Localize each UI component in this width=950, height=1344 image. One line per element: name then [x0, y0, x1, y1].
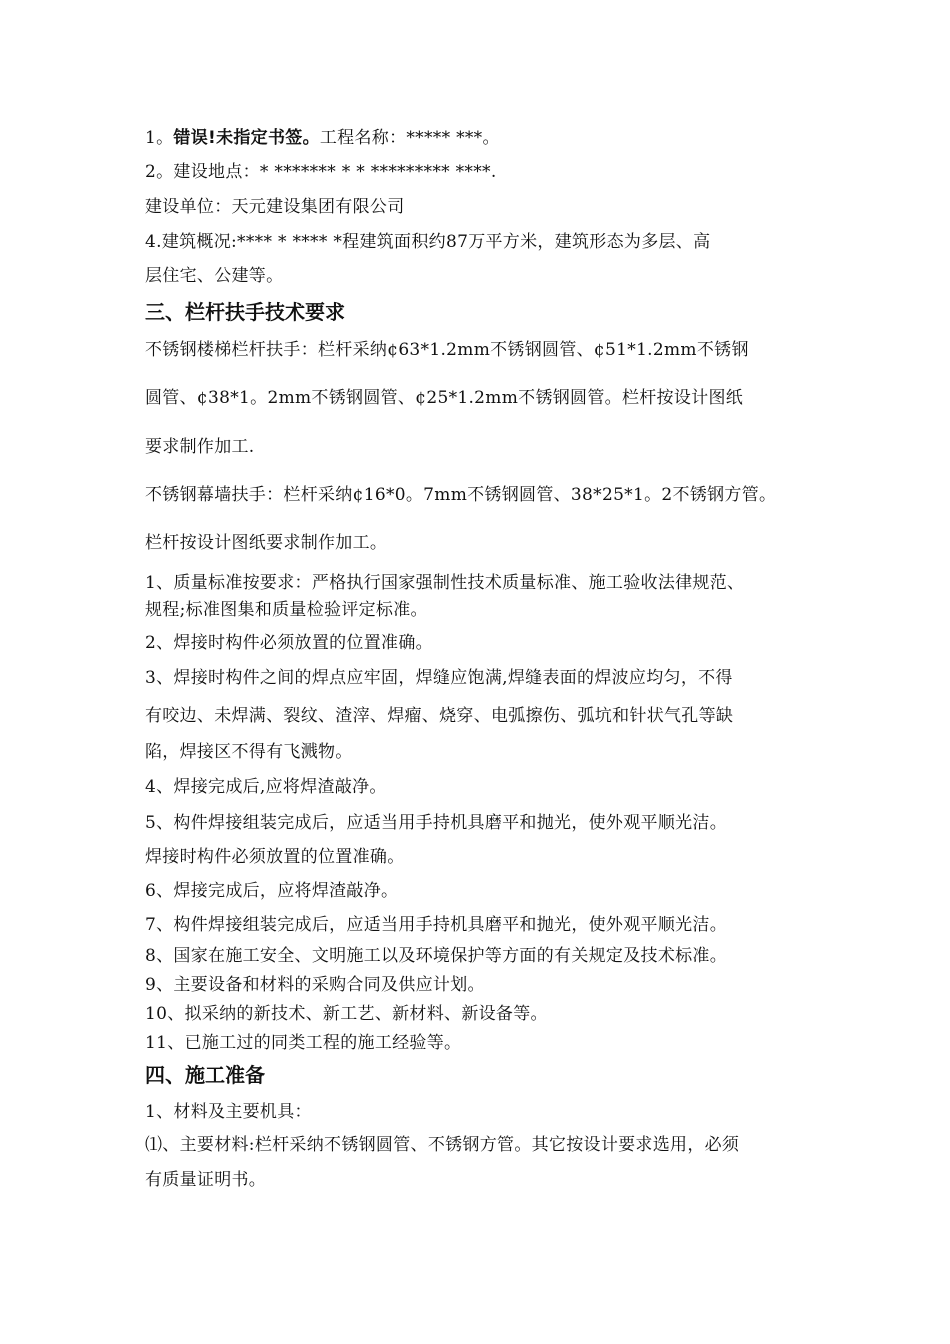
- req-item-1b: 规程;标准图集和质量检验评定标准。: [145, 600, 428, 620]
- overview-line-2: 层住宅、公建等。: [145, 266, 284, 286]
- build-location-line: 2。建设地点：* ******* * * ********* ****.: [145, 162, 497, 182]
- req-item-9: 9、主要设备和材料的采购合同及供应计划。: [145, 975, 485, 995]
- prep-item-1-1b: 有质量证明书。: [145, 1170, 267, 1190]
- curtain-railing-para-1: 不锈钢幕墙扶手：栏杆采纳¢16*0。7mm不锈钢圆管、38*25*1。2不锈钢方管。: [145, 485, 777, 505]
- req-item-5: 5、构件焊接组装完成后，应适当用手持机具磨平和抛光，使外观平顺光洁。: [145, 813, 728, 833]
- overview-line-1: 4.建筑概况:**** * **** *程建筑面积约87万平方米，建筑形态为多层、高: [145, 232, 711, 252]
- build-unit-line: 建设单位：天元建设集团有限公司: [145, 197, 405, 217]
- req-item-10: 10、拟采纳的新技术、新工艺、新材料、新设备等。: [145, 1004, 548, 1024]
- curtain-railing-para-2: 栏杆按设计图纸要求制作加工。: [145, 533, 388, 553]
- section-3-heading: 三、栏杆扶手技术要求: [145, 300, 345, 324]
- stair-railing-para-1: 不锈钢楼梯栏杆扶手：栏杆采纳¢63*1.2mm不锈钢圆管、¢51*1.2mm不锈钢: [145, 340, 749, 360]
- req-item-1a: 1、质量标准按要求：严格执行国家强制性技术质量标准、施工验收法律规范、: [145, 573, 745, 593]
- req-item-4: 4、焊接完成后,应将焊渣敲净。: [145, 777, 387, 797]
- req-item-11: 11、已施工过的同类工程的施工经验等。: [145, 1033, 462, 1053]
- req-item-3c: 陷，焊接区不得有飞溅物。: [145, 742, 353, 762]
- stair-railing-para-2: 圆管、¢38*1。2mm不锈钢圆管、¢25*1.2mm不锈钢圆管。栏杆按设计图纸: [145, 388, 744, 408]
- item-number: 1。: [145, 128, 174, 148]
- req-item-5b: 焊接时构件必须放置的位置准确。: [145, 847, 405, 867]
- section-4-heading: 四、施工准备: [145, 1063, 265, 1087]
- project-name-line: [145, 127, 500, 149]
- stair-railing-para-3: 要求制作加工.: [145, 437, 255, 457]
- req-item-3b: 有咬边、未焊满、裂纹、渣滓、焊瘤、烧穿、电弧擦伤、弧坑和针状气孔等缺: [145, 706, 734, 726]
- req-item-7: 7、构件焊接组装完成后，应适当用手持机具磨平和抛光，使外观平顺光洁。: [145, 915, 728, 935]
- req-item-2: 2、焊接时构件必须放置的位置准确。: [145, 633, 433, 653]
- req-item-6: 6、焊接完成后，应将焊渣敲净。: [145, 881, 399, 901]
- req-item-8: 8、国家在施工安全、文明施工以及环境保护等方面的有关规定及技术标准。: [145, 946, 728, 966]
- error-bookmark-text: 错误!未指定书签。: [173, 128, 320, 148]
- prep-item-1-1a: ⑴、主要材料:栏杆采纳不锈钢圆管、不锈钢方管。其它按设计要求选用，必须: [145, 1135, 740, 1155]
- project-name-text: 工程名称：***** ***。: [319, 128, 500, 148]
- prep-item-1: 1、材料及主要机具：: [145, 1102, 312, 1122]
- req-item-3a: 3、焊接时构件之间的焊点应牢固，焊缝应饱满,焊缝表面的焊波应均匀，不得: [145, 668, 733, 688]
